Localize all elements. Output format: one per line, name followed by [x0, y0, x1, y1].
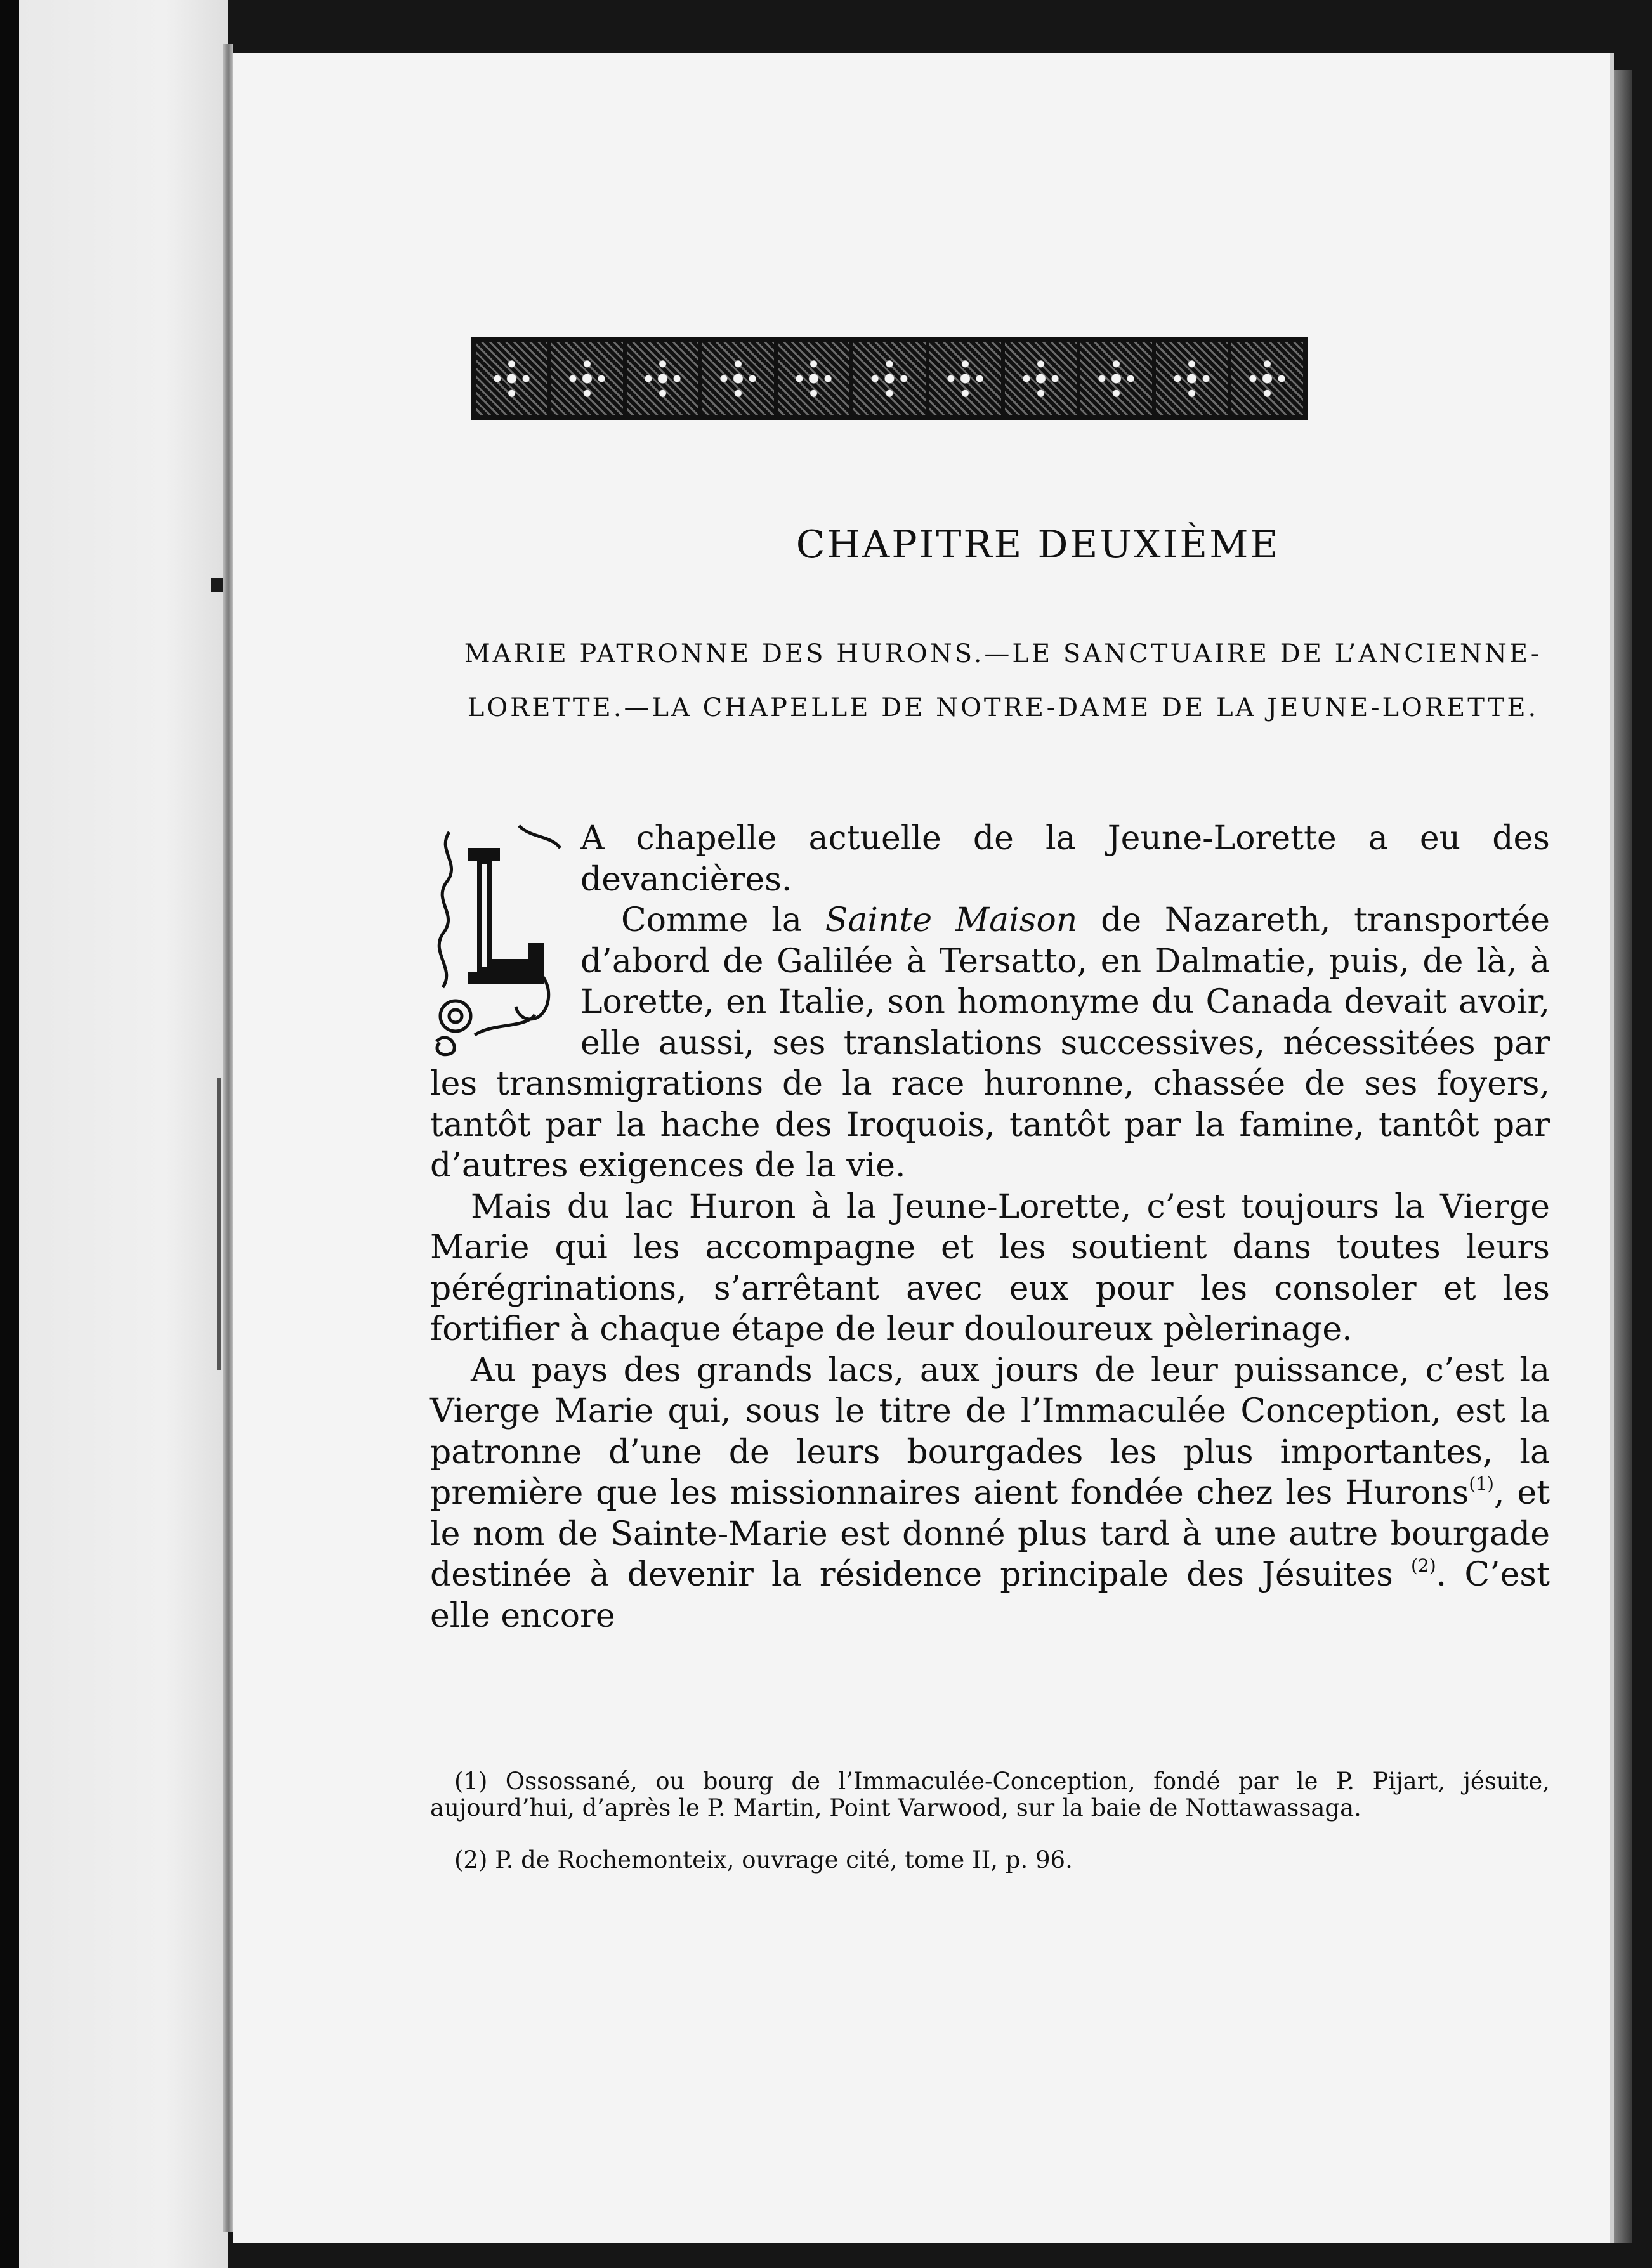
dropcap-L-ornament [424, 813, 567, 1057]
page-fold-shadow [223, 44, 233, 2232]
ornament-tile [549, 340, 625, 417]
facing-page-strip [19, 0, 228, 2268]
dropcap-L-illustration [424, 813, 567, 1057]
paragraph-4: Au pays des grands lacs, aux jours de leur puissance, c’est la Vierge Marie qui, sous le titre de l’Immaculée Conception, est la patronne d’une de leurs bourgades les plus importantes, la première que les missionnaires aient fondée chez les Hurons$^{(1)}$, et le nom de Sainte-Marie est donné plus tard à une autre bourgade destinée à devenir la résidence principale des Jésuites $^{(2)}$. C’est elle encore [430, 1351, 1550, 1635]
footnote-ref-2: (2) [1410, 1555, 1436, 1576]
ornament-tile [700, 340, 776, 417]
chapter-subtitle: MARIE PATRONNE DES HURONS.—LE SANCTUAIRE DE L’ANCIENNE-LORETTE.—LA CHAPELLE DE NOTRE-DAME DE LA JEUNE-LORETTE. [464, 639, 1542, 722]
paragraph-2: Comme la Sainte Maison de Nazareth, transportée d’abord de Galilée à Tersatto, en Dalmatie, puis, de là, à Lorette, en Italie, son homonyme du Canada devait avoir, elle aussi, ses translations successives, nécessitées par les transmigrations de la race huronne, chassée de ses foyers, tantôt par la hache des Iroquois, tantôt par la famine, tantôt par d’autres exigences de la vie. [430, 901, 1550, 1185]
chapter-title: CHAPITRE DEUXIÈME [796, 523, 1280, 567]
scan-dark-edge-left [0, 0, 19, 2268]
ornament-tile [474, 340, 549, 417]
ornament-tile [625, 340, 700, 417]
ornament-tile [851, 340, 927, 417]
footnotes [430, 1768, 1550, 1874]
ornament-tile [1078, 340, 1154, 417]
margin-line [217, 1078, 221, 1370]
footnote-ref-1: (1) [1469, 1473, 1494, 1494]
chapter-body [430, 818, 1550, 1636]
ornamental-header-band [471, 337, 1308, 420]
ornament-tile [1003, 340, 1078, 417]
paragraph-1: A chapelle actuelle de la Jeune-Lorette a eu des devancières. [430, 818, 1550, 900]
ornament-tile [776, 340, 851, 417]
margin-mark [211, 578, 223, 592]
italic-sainte-maison: Sainte Maison [825, 901, 1078, 939]
ornament-tile [1229, 340, 1305, 417]
paragraph-3: Mais du lac Huron à la Jeune-Lorette, c’est toujours la Vierge Marie qui les accompagne et les soutient dans toutes leurs pérégrinations, s’arrêtant avec eux pour les consoler et les fortifier à chaque étape de leur douloureux pèlerinage. [430, 1187, 1550, 1348]
ornament-tile [928, 340, 1003, 417]
footnote-2: (2) P. de Rochemonteix, ouvrage cité, tome II, p. 96. [454, 1846, 1073, 1874]
ornament-tile [1154, 340, 1229, 417]
footnote-1: (1) Ossossané, ou bourg de l’Immaculée-Conception, fondé par le P. Pijart, jésuite, aujourd’hui, d’après le P. Martin, Point Varwood, sur la baie de Nottawassaga. [430, 1768, 1550, 1822]
book-page [233, 53, 1614, 2243]
